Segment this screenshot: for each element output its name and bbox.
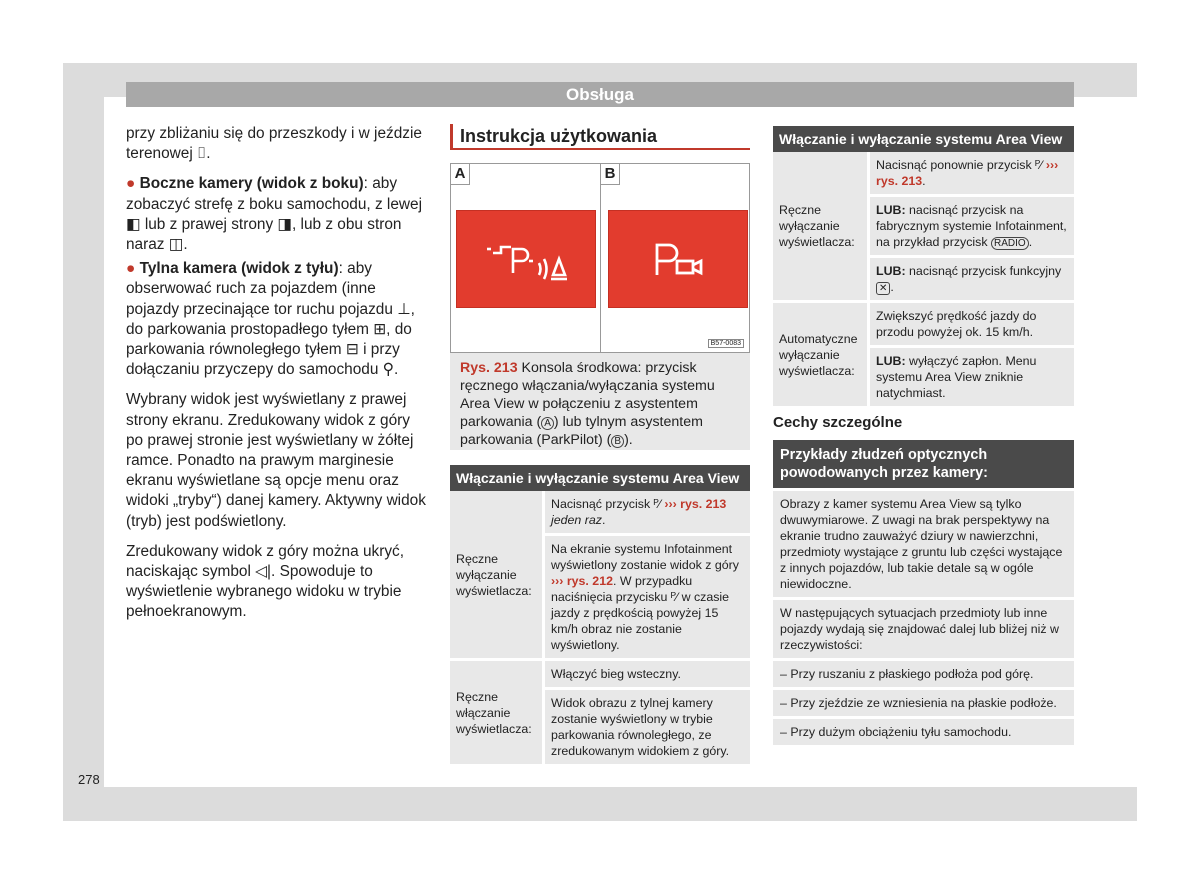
table-cell: Zwiększyć prędkość jazdy do przodu powyżej ok. 15 km/h. bbox=[869, 302, 1075, 347]
bullet-icon: ● bbox=[126, 260, 136, 278]
trailer-icon: ⚲ bbox=[382, 361, 394, 379]
table-cell: Włączyć bieg wsteczny. bbox=[544, 660, 751, 689]
table-cell: LUB: nacisnąć przycisk funkcyjny ✕ . bbox=[869, 257, 1075, 302]
warning-list-item: – Przy dużym obciążeniu tyłu samochodu. bbox=[773, 719, 1074, 745]
table-cell: Nacisnąć przycisk ᴾ⁄ ››› rys. 213 jeden raz. bbox=[544, 491, 751, 535]
table-cell: LUB: nacisnąć przycisk na fabrycznym systemie Infotainment, na przykład przycisk RADIO . bbox=[869, 196, 1075, 257]
table-area-view-mid bbox=[450, 465, 750, 767]
warning-box bbox=[773, 440, 1074, 748]
view-paragraph: Wybrany widok jest wyświetlany z prawej strony ekranu. Zredukowany widok z góry po prawej stronie jest wyświetlany w żółtej ramce. Ponadto na prawym marginesie ekranu wyświetlane są opcje menu oraz widoki „tryby“) danej kamery. Aktywny widok (tryb) jest podświetlony. bbox=[126, 391, 426, 530]
table-row-label: Ręczne wyłączanie wyświetlacza: bbox=[450, 491, 544, 660]
subsection-title: Cechy szczególne bbox=[773, 414, 903, 431]
side-camera-item: ● Boczne kamery (widok z boku): aby zobaczyć strefę z boku samochodu, z lewej ◧ lub z prawej strony ◨, lub z obu stron naraz ◫. bbox=[126, 175, 422, 254]
parking-camera-icon: ᴾ⁄ bbox=[670, 590, 679, 604]
figure-label-a: A bbox=[451, 164, 470, 185]
table-row-label: Ręczne wyłączanie wyświetlacza: bbox=[773, 152, 869, 302]
figure-code: B57-0083 bbox=[708, 339, 744, 348]
parking-camera-icon bbox=[609, 211, 749, 309]
area-view-button-b bbox=[608, 210, 748, 308]
right-side-camera-icon: ◨ bbox=[277, 215, 292, 233]
table-title: Włączanie i wyłączanie systemu Area View bbox=[773, 126, 1074, 152]
figure-panel-b bbox=[601, 164, 750, 352]
figure-panel-a bbox=[451, 164, 601, 352]
parallel-parking-icon: ⊟ bbox=[345, 341, 359, 359]
section-title: Instrukcja użytkowania bbox=[450, 124, 750, 150]
warning-list-item: – Przy ruszaniu z płaskiego podłoża pod górę. bbox=[773, 661, 1074, 687]
figure-label-b: B bbox=[601, 164, 620, 185]
table-cell: LUB: wyłączyć zapłon. Menu systemu Area View zniknie natychmiast. bbox=[869, 347, 1075, 408]
left-column bbox=[126, 124, 428, 633]
parking-camera-icon: ᴾ⁄ bbox=[1035, 158, 1043, 172]
cross-traffic-icon: ⊥ bbox=[397, 300, 411, 318]
side-camera-title: Boczne kamery (widok z boku) bbox=[139, 175, 364, 193]
key-b-badge: B bbox=[611, 435, 624, 448]
close-function-key-icon: ✕ bbox=[876, 282, 890, 295]
hide-paragraph: Zredukowany widok z góry można ukryć, naciskając symbol ◁|. Spowoduje to wyświetlenie wybranego widoku w trybie pełnoekranowym. bbox=[126, 542, 404, 621]
radio-key-badge: RADIO bbox=[991, 237, 1029, 250]
table-row-label: Automatyczne wyłączanie wyświetlacza: bbox=[773, 302, 869, 408]
bullet-icon: ● bbox=[126, 175, 136, 193]
intro-paragraph: przy zbliżaniu się do przeszkody i w jeździe terenowej ⌷. bbox=[126, 125, 422, 163]
table-row-label: Ręczne włączanie wyświetlacza: bbox=[450, 660, 544, 766]
table-cell: Nacisnąć ponownie przycisk ᴾ⁄ ››› rys. 213. bbox=[869, 152, 1075, 196]
table-cell: Na ekranie systemu Infotainment wyświetlony zostanie widok z góry ››› rys. 212. W przypadku naciśnięcia przycisku ᴾ⁄ w czasie jazdy z prędkością powyżej 15 km/h obraz nie zostanie wyświetlony. bbox=[544, 535, 751, 660]
area-view-button-a bbox=[456, 210, 596, 308]
left-side-camera-icon: ◧ bbox=[126, 215, 141, 233]
warning-title: Przykłady złudzeń optycznych powodowanych przez kamery: bbox=[773, 440, 1074, 488]
section-header: Obsługa bbox=[126, 82, 1074, 107]
collapse-arrow-icon: ◁| bbox=[255, 563, 272, 581]
offroad-icon: ⌷ bbox=[197, 145, 207, 163]
warning-paragraph: Obrazy z kamer systemu Area View są tylko dwuwymiarowe. Z uwagi na brak perspektywy na ekranie trudno zauważyć dziury w nawierzchni, przedmioty wystające z gruntu lub części wystające z innych pojazdów, lub takie detale są w ogóle niewidoczne. bbox=[773, 491, 1074, 597]
perpendicular-parking-icon: ⊞ bbox=[373, 320, 387, 338]
table-title: Włączanie i wyłączanie systemu Area View bbox=[450, 465, 750, 491]
page-number: 278 bbox=[78, 772, 100, 787]
parking-camera-sensor-icon bbox=[457, 211, 597, 309]
table-area-view-right bbox=[773, 126, 1074, 409]
warning-paragraph: W następujących sytuacjach przedmioty lub inne pojazdy wydają się znajdować dalej lub bliżej niż w rzeczywistości: bbox=[773, 600, 1074, 658]
both-sides-camera-icon: ◫ bbox=[168, 236, 184, 254]
figure-213 bbox=[450, 163, 750, 353]
table-cell: Widok obrazu z tylnej kamery zostanie wyświetlony w trybie parkowania równoległego, ze zredukowanym widokiem z góry. bbox=[544, 689, 751, 766]
rear-camera-item: ● Tylna kamera (widok z tyłu): aby obserwować ruch za pojazdem (inne pojazdy przecinające tor ruchu pojazdu ⊥, do parkowania prostopadłego tyłem ⊞, do parkowania równoległego tyłem ⊟ i przy dołączaniu przyczepy do samochodu ⚲. bbox=[126, 260, 415, 379]
warning-list-item: – Przy zjeździe ze wzniesienia na płaskie podłoże. bbox=[773, 690, 1074, 716]
parking-camera-icon: ᴾ⁄ bbox=[653, 497, 661, 511]
figure-caption: Rys. 213 Konsola środkowa: przycisk ręcznego włączania/wyłączania systemu Area View w połączeniu z asystentem parkowania ( A ) lub tylnym asystentem parkowania (ParkPilot) ( B ). bbox=[450, 353, 750, 450]
key-a-badge: A bbox=[541, 417, 554, 430]
rear-camera-title: Tylna kamera (widok z tyłu) bbox=[139, 260, 339, 278]
